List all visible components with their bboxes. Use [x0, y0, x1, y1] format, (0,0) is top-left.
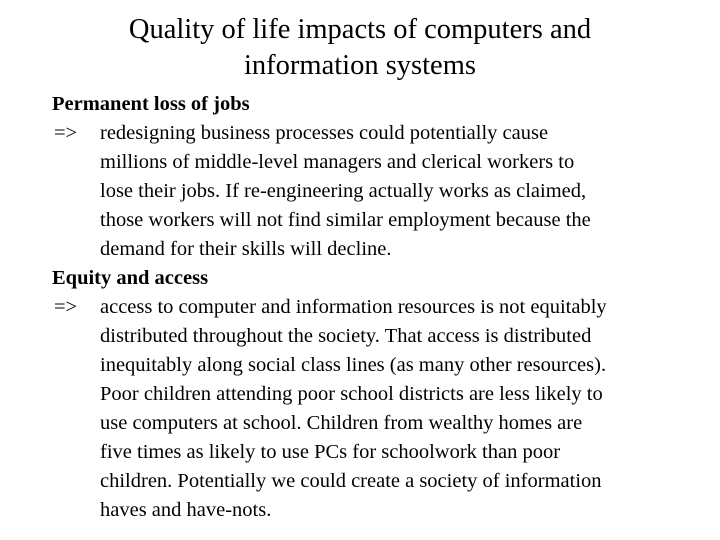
arrow-marker: =>	[54, 296, 78, 318]
section-body-equity-access	[100, 293, 607, 525]
body-line: haves and have-nots.	[100, 499, 272, 521]
section-item-equity-access	[52, 293, 712, 525]
body-line: lose their jobs. If re-engineering actually works as claimed,	[100, 180, 587, 202]
body-line: inequitably along social class lines (as many other resources).	[100, 354, 607, 376]
body-line: five times as likely to use PCs for schoolwork than poor	[100, 441, 561, 463]
body-line: millions of middle-level managers and clerical workers to	[100, 151, 575, 173]
body-line: children. Potentially we could create a society of information	[100, 470, 602, 492]
arrow-marker: =>	[54, 122, 78, 144]
body-line: those workers will not find similar employment because the	[100, 209, 591, 231]
body-line: use computers at school. Children from wealthy homes are	[100, 412, 583, 434]
section-heading-equity-access: Equity and access	[52, 267, 209, 289]
section-heading-job-loss: Permanent loss of jobs	[52, 93, 250, 115]
body-line: distributed throughout the society. That access is distributed	[100, 325, 592, 347]
section-item-job-loss	[52, 119, 712, 264]
section-body-job-loss	[100, 119, 591, 264]
body-line: redesigning business processes could potentially cause	[100, 122, 549, 144]
title-line: information systems	[244, 50, 476, 81]
title-line: Quality of life impacts of computers and	[128, 14, 592, 45]
slide-content	[52, 90, 712, 525]
slide-title	[40, 12, 680, 84]
body-line: access to computer and information resources is not equitably	[100, 296, 607, 318]
body-line: demand for their skills will decline.	[100, 238, 392, 260]
body-line: Poor children attending poor school districts are less likely to	[100, 383, 603, 405]
